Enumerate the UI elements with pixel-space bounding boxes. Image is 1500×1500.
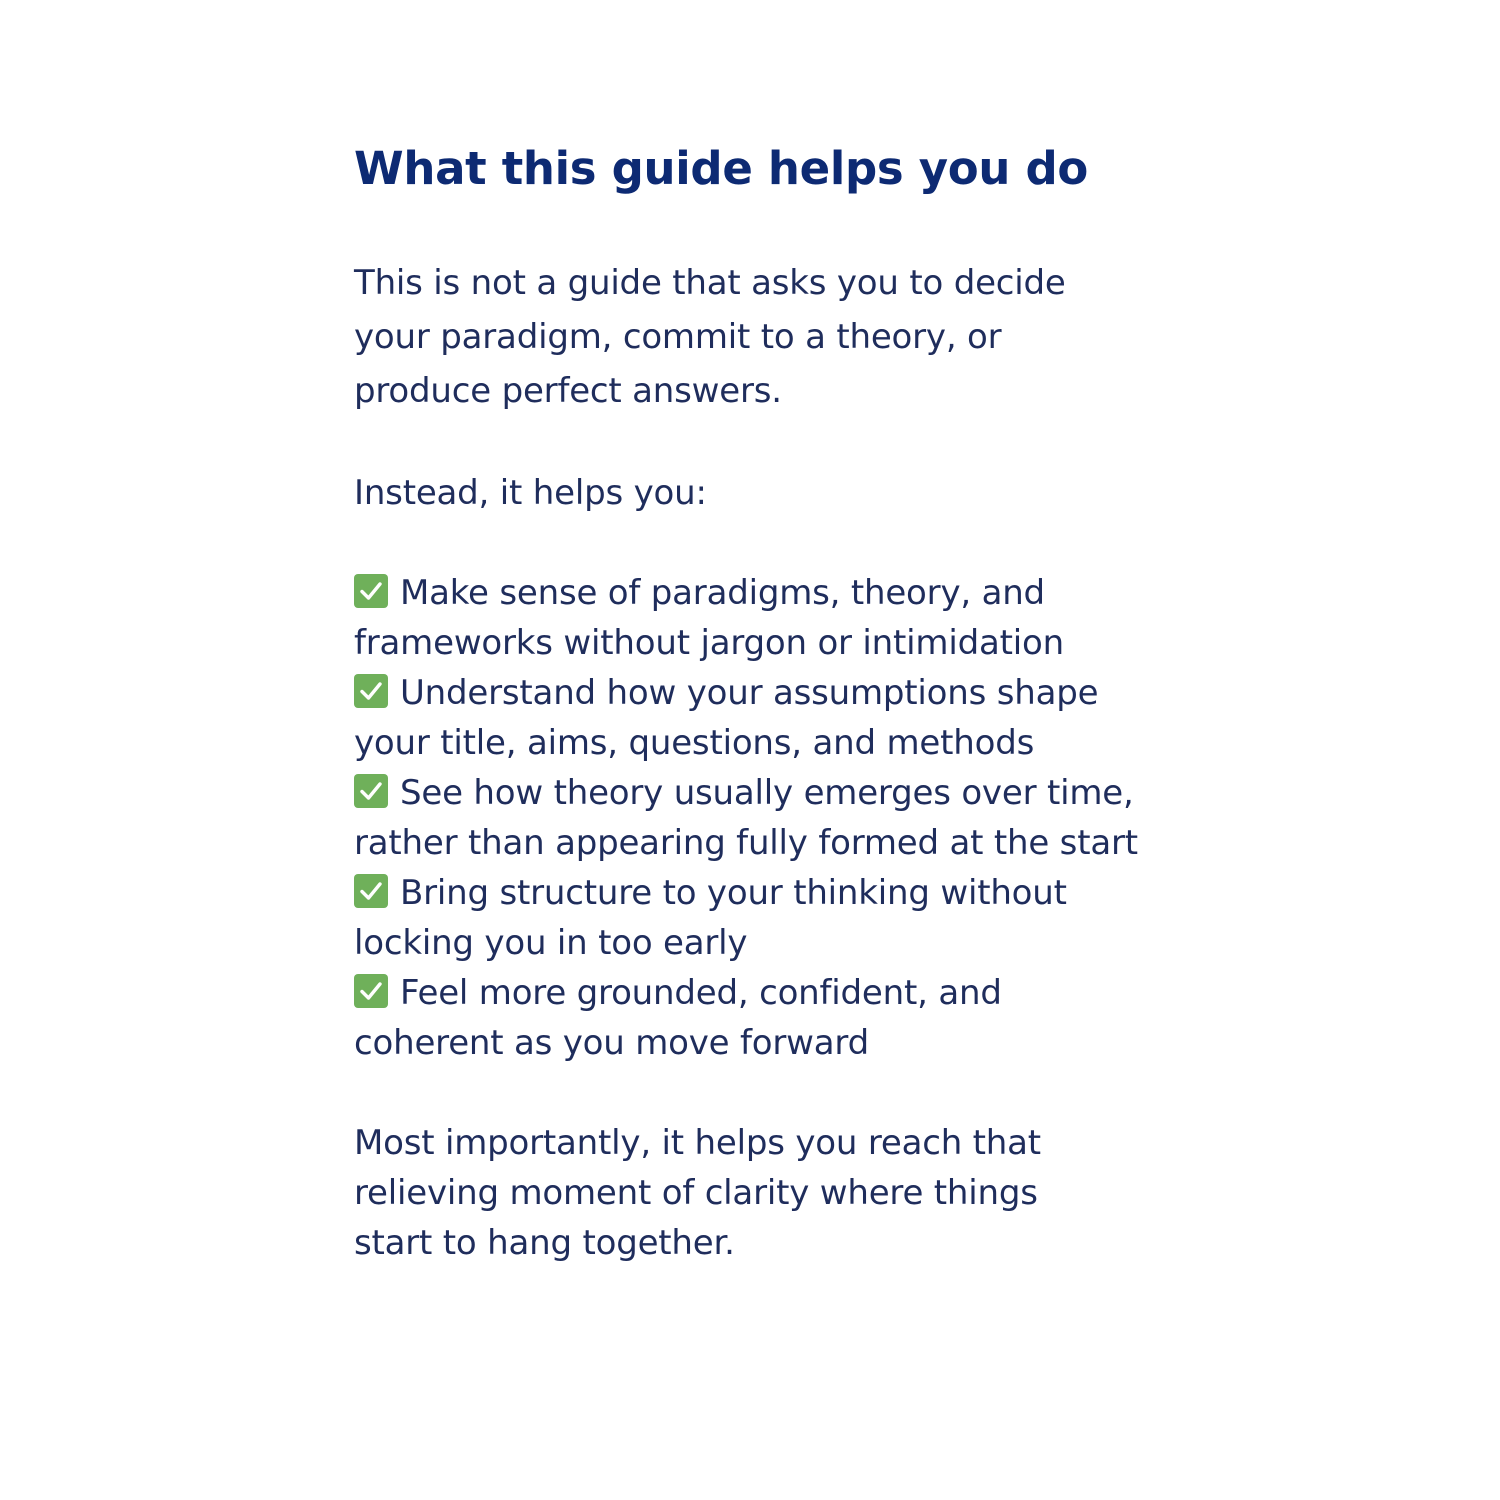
checklist-item-text: Make sense of paradigms, theory, and frameworks without jargon or intimidation <box>354 573 1064 663</box>
check-mark-icon <box>354 774 388 808</box>
checklist-item <box>354 768 1154 868</box>
checklist-item-text: Bring structure to your thinking without locking you in too early <box>354 873 1067 963</box>
checklist-item-text: Understand how your assumptions shape your title, aims, questions, and methods <box>354 673 1099 763</box>
check-mark-icon <box>354 674 388 708</box>
check-mark-icon <box>354 974 388 1008</box>
checklist-item <box>354 868 1154 968</box>
check-mark-icon <box>354 574 388 608</box>
lead-text: Instead, it helps you: <box>354 473 707 513</box>
checklist-item <box>354 668 1154 768</box>
intro-paragraph: This is not a guide that asks you to decide your paradigm, commit to a theory, or produce perfect answers. <box>354 263 1066 411</box>
page-title: What this guide helps you do <box>354 142 1089 195</box>
check-mark-icon <box>354 874 388 908</box>
closing-paragraph: Most importantly, it helps you reach that relieving moment of clarity where things start to hang together. <box>354 1123 1041 1263</box>
guide-content <box>354 140 1154 1268</box>
benefits-checklist <box>354 568 1154 1068</box>
checklist-item-text: See how theory usually emerges over time, rather than appearing fully formed at the start <box>354 773 1138 863</box>
checklist-item <box>354 968 1154 1068</box>
checklist-item-text: Feel more grounded, confident, and coherent as you move forward <box>354 973 1002 1063</box>
checklist-item <box>354 568 1154 668</box>
